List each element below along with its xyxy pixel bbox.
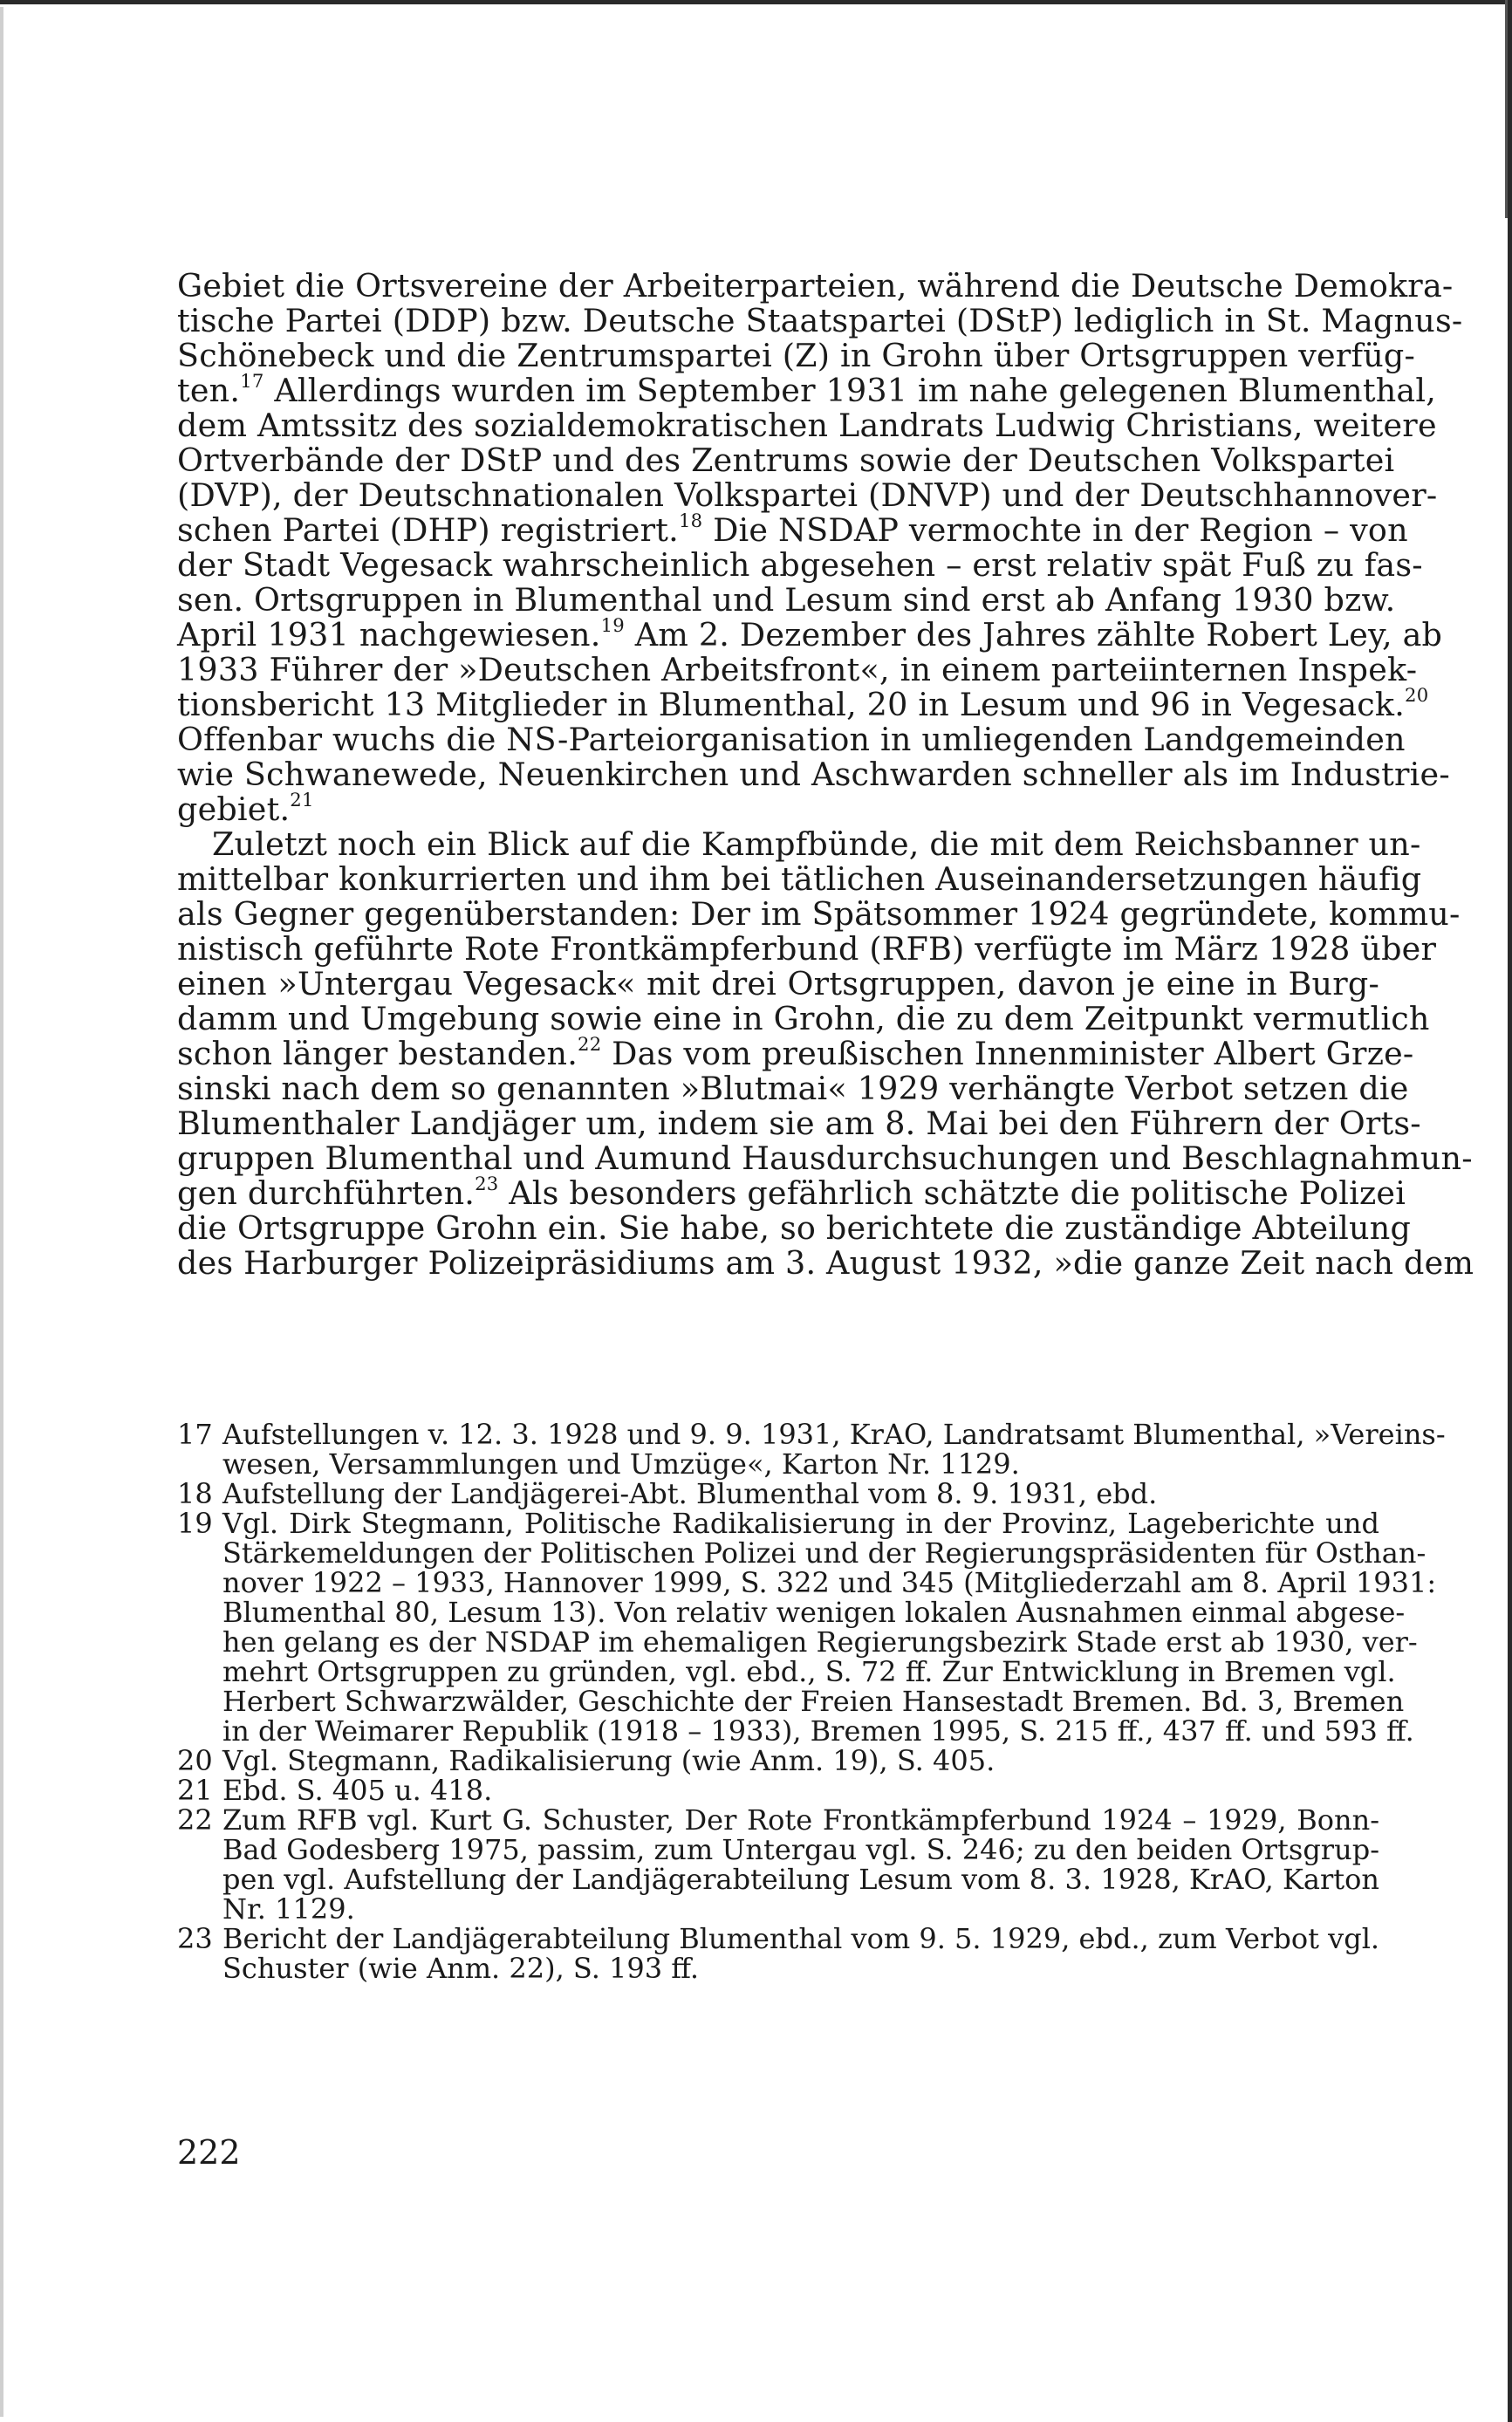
- footnote-line: Zum RFB vgl. Kurt G. Schuster, Der Rote Frontkämpferbund 1924 – 1929, Bonn-: [222, 1803, 1379, 1837]
- footnote-line: nover 1922 – 1933, Hannover 1999, S. 322 und 345 (Mitgliederzahl am 8. April 1931:: [222, 1566, 1437, 1599]
- footnote-number: 22: [177, 1803, 213, 1837]
- text-span: der Stadt Vegesack wahrscheinlich abgesehen – erst relativ spät Fuß zu fas-: [177, 546, 1423, 584]
- footnote: [177, 1507, 1437, 1748]
- text-line: [177, 684, 1429, 723]
- text-line: [177, 370, 1437, 409]
- footnote-text: [222, 1746, 1379, 1775]
- footnote-line: Vgl. Dirk Stegmann, Politische Radikalisierung in der Provinz, Lageberichte und: [222, 1507, 1379, 1540]
- text-line: [177, 1033, 1414, 1072]
- text-line: [177, 581, 1396, 619]
- text-line: [177, 441, 1395, 479]
- text-span: Schönebeck und die Zentrumspartei (Z) in Grohn über Ortsgruppen verfüg-: [177, 337, 1416, 374]
- text-span: Allerdings wurden im September 1931 im nahe gelegenen Blumenthal,: [263, 372, 1437, 409]
- footnotes: [177, 1418, 1446, 1985]
- text-span: Blumenthaler Landjäger um, indem sie am 8. Mai bei den Führern der Orts-: [177, 1105, 1421, 1142]
- footnote-reference: 18: [678, 510, 703, 532]
- text-span: sen. Ortsgruppen in Blumenthal und Lesum sind erst ab Anfang 1930 bzw.: [177, 581, 1396, 619]
- footnote-line: wesen, Versammlungen und Umzüge«, Karton Nr. 1129.: [222, 1447, 1020, 1481]
- text-line: [177, 476, 1438, 514]
- scan-left-edge: [0, 7, 3, 2417]
- footnote-reference: 17: [240, 370, 264, 393]
- text-line: [177, 1000, 1430, 1037]
- text-span: wie Schwanewede, Neuenkirchen und Aschwarden schneller als im Industrie-: [177, 756, 1450, 793]
- footnote-number: 19: [177, 1507, 213, 1540]
- footnote: [177, 1924, 1379, 1983]
- footnote-reference: 23: [475, 1173, 499, 1195]
- text-line: [177, 756, 1450, 793]
- text-span: gruppen Blumenthal und Aumund Hausdurchsuchungen und Beschlagnahmun-: [177, 1139, 1473, 1177]
- text-span: dem Amtssitz des sozialdemokratischen Landrats Ludwig Christians, weitere: [177, 407, 1437, 444]
- text-span: als Gegner gegenüberstanden: Der im Spätsommer 1924 gegründete, kommu-: [177, 895, 1461, 933]
- footnote-text: [222, 1418, 1446, 1481]
- footnote: [177, 1479, 1379, 1509]
- text-span: Zuletzt noch ein Blick auf die Kampfbünde, die mit dem Reichsbanner un-: [212, 825, 1421, 863]
- text-span: die Ortsgruppe Grohn ein. Sie habe, so berichtete die zuständige Abteilung: [177, 1209, 1412, 1247]
- footnote: [177, 1775, 1379, 1805]
- text-line: [177, 825, 1421, 863]
- text-span: (DVP), der Deutschnationalen Volkspartei (DNVP) und der Deutschhannover-: [177, 476, 1438, 514]
- scan-top-edge: [0, 0, 1512, 4]
- text-line: [177, 337, 1416, 374]
- footnote-line: Bad Godesberg 1975, passim, zum Untergau vgl. S. 246; zu den beiden Ortsgrup-: [222, 1833, 1379, 1866]
- text-span: gebiet.: [177, 790, 291, 828]
- text-span: des Harburger Polizeipräsidiums am 3. August 1932, »die ganze Zeit nach dem: [177, 1244, 1474, 1282]
- footnote-text: [222, 1479, 1379, 1509]
- footnote-reference: 21: [290, 789, 314, 811]
- footnote-line: Bericht der Landjägerabteilung Blumenthal vom 9. 5. 1929, ebd., zum Verbot vgl.: [222, 1922, 1380, 1955]
- footnote-number: 17: [177, 1418, 213, 1451]
- footnote-line: pen vgl. Aufstellung der Landjägerabteilung Lesum vom 8. 3. 1928, KrAO, Karton: [222, 1863, 1380, 1896]
- text-line: [177, 614, 1443, 653]
- footnote-line: Aufstellungen v. 12. 3. 1928 und 9. 9. 1931, KrAO, Landratsamt Blumenthal, »Vereins-: [222, 1418, 1446, 1451]
- main-text: [177, 267, 1474, 1282]
- text-span: Am 2. Dezember des Jahres zählte Robert Ley, ab: [624, 616, 1443, 653]
- footnote: [177, 1805, 1379, 1924]
- text-line: [177, 1244, 1474, 1282]
- text-span: Als besonders gefährlich schätzte die politische Polizei: [498, 1174, 1406, 1212]
- text-line: [177, 1209, 1412, 1247]
- text-line: [177, 1070, 1409, 1107]
- footnote-number: 18: [177, 1477, 213, 1510]
- footnote-text: [222, 1805, 1379, 1924]
- text-span: tionsbericht 13 Mitglieder in Blumenthal, 20 in Lesum und 96 in Vegesack.: [177, 686, 1406, 723]
- footnote-text: [222, 1924, 1379, 1983]
- text-span: Ortverbände der DStP und des Zentrums sowie der Deutschen Volkspartei: [177, 441, 1395, 479]
- footnote-line: Aufstellung der Landjägerei-Abt. Blumenthal vom 8. 9. 1931, ebd.: [222, 1477, 1158, 1510]
- page-number: 222: [177, 2133, 241, 2172]
- text-line: [177, 1105, 1421, 1142]
- text-line: [177, 407, 1437, 444]
- text-span: damm und Umgebung sowie eine in Grohn, die zu dem Zeitpunkt vermutlich: [177, 1000, 1430, 1037]
- scan-right-edge-mark: [1505, 0, 1508, 218]
- footnote-line: in der Weimarer Republik (1918 – 1933), Bremen 1995, S. 215 ff., 437 ff. und 593 ff.: [222, 1714, 1414, 1748]
- text-span: ten.: [177, 372, 241, 409]
- text-line: [177, 895, 1461, 933]
- footnote-number: 20: [177, 1744, 213, 1777]
- text-line: [177, 930, 1437, 968]
- footnote: [177, 1418, 1446, 1481]
- text-span: Gebiet die Ortsvereine der Arbeiterparteien, während die Deutsche Demokra-: [177, 267, 1454, 304]
- footnote-line: Stärkemeldungen der Politischen Polizei und der Regierungspräsidenten für Osthan-: [222, 1536, 1426, 1570]
- text-span: gen durchführten.: [177, 1174, 475, 1212]
- footnote: [177, 1746, 1379, 1775]
- footnote-text: [222, 1775, 1379, 1805]
- footnote-line: Blumenthal 80, Lesum 13). Von relativ wenigen lokalen Ausnahmen einmal abgese-: [222, 1596, 1406, 1629]
- text-span: Die NSDAP vermochte in der Region – von: [702, 511, 1408, 549]
- text-span: Offenbar wuchs die NS-Parteiorganisation in umliegenden Landgemeinden: [177, 721, 1406, 758]
- text-line: [177, 302, 1463, 339]
- footnote-line: mehrt Ortsgruppen zu gründen, vgl. ebd., S. 72 ff. Zur Entwicklung in Bremen vgl.: [222, 1655, 1396, 1688]
- text-line: [177, 721, 1406, 758]
- text-span: nistisch geführte Rote Frontkämpferbund (RFB) verfügte im März 1928 über: [177, 930, 1437, 968]
- text-span: 1933 Führer der »Deutschen Arbeitsfront«, in einem parteiinternen Inspek-: [177, 651, 1418, 688]
- footnote-line: Ebd. S. 405 u. 418.: [222, 1774, 493, 1807]
- text-span: mittelbar konkurrierten und ihm bei tätlichen Auseinandersetzungen häufig: [177, 860, 1422, 898]
- text-line: [177, 510, 1408, 549]
- text-span: einen »Untergau Vegesack« mit drei Ortsgruppen, davon je eine in Burg-: [177, 965, 1379, 1002]
- footnote-line: Herbert Schwarzwälder, Geschichte der Freien Hansestadt Bremen. Bd. 3, Bremen: [222, 1685, 1405, 1718]
- text-line: [177, 1173, 1406, 1212]
- footnote-line: Schuster (wie Anm. 22), S. 193 ff.: [222, 1952, 700, 1985]
- text-span: April 1931 nachgewiesen.: [177, 616, 601, 653]
- footnote-line: Nr. 1129.: [222, 1892, 355, 1926]
- scan-right-edge: [1508, 0, 1512, 2422]
- footnote-reference: 22: [578, 1033, 602, 1056]
- footnote-line: hen gelang es der NSDAP im ehemaligen Regierungsbezirk Stade erst ab 1930, ver-: [222, 1625, 1418, 1659]
- footnote-reference: 19: [600, 614, 625, 637]
- text-line: [177, 267, 1454, 304]
- text-span: Das vom preußischen Innenminister Albert Grze-: [601, 1035, 1414, 1072]
- text-line: [177, 651, 1418, 688]
- text-line: [177, 1139, 1473, 1177]
- text-span: schon länger bestanden.: [177, 1035, 578, 1072]
- footnote-text: [222, 1507, 1437, 1748]
- text-span: sinski nach dem so genannten »Blutmai« 1929 verhängte Verbot setzen die: [177, 1070, 1409, 1107]
- footnote-number: 21: [177, 1774, 213, 1807]
- text-line: [177, 860, 1422, 898]
- text-line: [177, 967, 1379, 1002]
- footnote-number: 23: [177, 1922, 213, 1955]
- text-line: [177, 546, 1423, 584]
- text-span: tische Partei (DDP) bzw. Deutsche Staatspartei (DStP) lediglich in St. Magnus-: [177, 302, 1463, 339]
- text-line: [177, 789, 1379, 828]
- text-span: schen Partei (DHP) registriert.: [177, 511, 679, 549]
- footnote-reference: 20: [1405, 684, 1429, 707]
- footnote-line: Vgl. Stegmann, Radikalisierung (wie Anm. 19), S. 405.: [222, 1744, 995, 1777]
